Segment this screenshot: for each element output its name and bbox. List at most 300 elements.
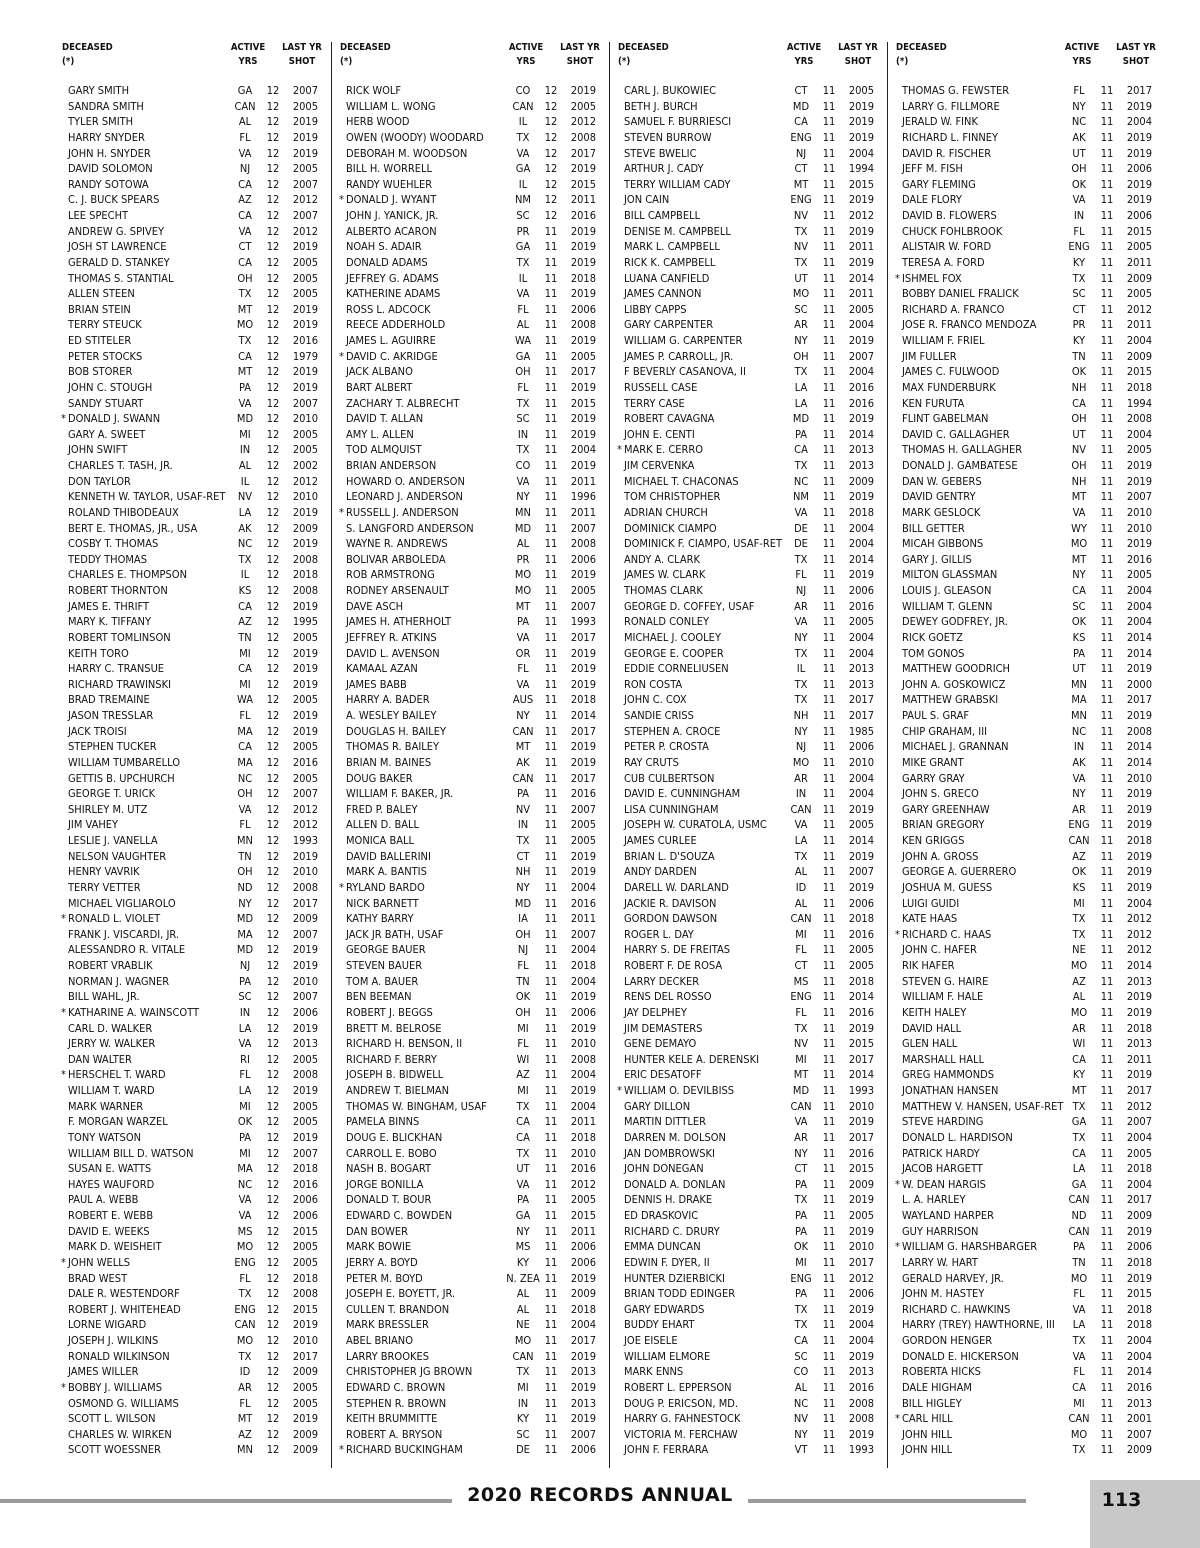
record-row — [895, 771, 1167, 787]
active-years: 11 — [1100, 1177, 1114, 1191]
last-year-shot: 2019 — [292, 943, 318, 957]
shooter-name: LOUIS J. GLEASON — [902, 584, 992, 597]
state: CAN — [790, 1099, 812, 1113]
last-year-shot: 2015 — [848, 177, 874, 191]
record-row — [339, 692, 611, 708]
record-row — [61, 380, 333, 396]
shooter-name: ERIC DESATOFF — [624, 1068, 702, 1082]
last-year-shot: 2007 — [848, 865, 874, 879]
state: NY — [516, 490, 530, 504]
record-row — [339, 974, 611, 990]
last-year-shot: 2014 — [570, 709, 596, 722]
state: MT — [793, 1068, 809, 1082]
shooter-name: BILL HIGLEY — [902, 1396, 962, 1410]
shooter-name: STEPHEN TUCKER — [68, 740, 157, 754]
record-row — [617, 864, 889, 880]
record-row — [617, 771, 889, 787]
state: NH — [1071, 474, 1087, 488]
record-row — [617, 692, 889, 708]
state: AL — [238, 115, 252, 129]
record-row — [617, 942, 889, 958]
state: TX — [1072, 1099, 1086, 1113]
state: VA — [794, 1115, 808, 1129]
record-row — [895, 1349, 1167, 1365]
record-row — [61, 317, 333, 333]
shooter-name: DAVID B. FLOWERS — [902, 209, 997, 222]
last-year-shot: 2019 — [292, 318, 318, 332]
record-row — [339, 739, 611, 755]
state: MA — [237, 724, 253, 738]
state: MS — [793, 974, 809, 988]
state: MT — [515, 740, 531, 754]
shooter-name: DARELL W. DARLAND — [624, 880, 729, 894]
active-years: 11 — [544, 1396, 558, 1410]
record-row — [61, 1099, 333, 1115]
record-row — [339, 286, 611, 302]
header-deceased: DECEASED (*) — [62, 42, 113, 67]
active-years: 11 — [544, 1021, 558, 1035]
state: MI — [239, 1099, 251, 1113]
state: TX — [794, 365, 808, 379]
shooter-name: W. DEAN HARGIS — [902, 1177, 986, 1191]
state: VA — [238, 1037, 252, 1051]
shooter-name: WILLIAM TUMBARELLO — [68, 755, 181, 769]
active-years: 11 — [822, 959, 836, 972]
record-row — [895, 1239, 1167, 1255]
record-row — [895, 1036, 1167, 1052]
record-row — [339, 1083, 611, 1099]
active-years: 12 — [266, 1068, 280, 1082]
active-years: 11 — [822, 615, 836, 629]
shooter-name: DALE R. WESTENDORF — [68, 1287, 180, 1301]
state: TN — [516, 974, 530, 988]
record-list — [895, 83, 1167, 1458]
shooter-name: JOHN S. GRECO — [902, 787, 979, 801]
state: TX — [1072, 1130, 1086, 1144]
active-years: 11 — [1100, 334, 1114, 347]
record-row — [339, 1161, 611, 1177]
last-year-shot: 1993 — [848, 1443, 874, 1457]
last-year-shot: 2014 — [848, 834, 874, 847]
active-years: 11 — [822, 1146, 836, 1160]
last-year-shot: 2006 — [1126, 1240, 1152, 1254]
state: NY — [794, 1427, 808, 1441]
active-years: 11 — [822, 1224, 836, 1238]
state: CA — [516, 1130, 530, 1144]
record-row — [339, 380, 611, 396]
state: MD — [236, 912, 254, 926]
shooter-name: DONALD T. BOUR — [346, 1193, 432, 1207]
shooter-name: MICAH GIBBONS — [902, 537, 984, 551]
shooter-name: BART ALBERT — [346, 380, 413, 394]
column-header — [339, 41, 611, 74]
shooter-name: DOUG E. BLICKHAN — [346, 1130, 443, 1144]
record-row — [339, 114, 611, 130]
shooter-name: GARY A. SWEET — [68, 427, 146, 441]
shooter-name: KEITH BRUMMITTE — [346, 1412, 438, 1426]
active-years: 12 — [266, 1255, 280, 1269]
last-year-shot: 2004 — [570, 880, 596, 894]
shooter-name: TERRY STEUCK — [68, 318, 142, 332]
last-year-shot: 2019 — [570, 755, 596, 769]
shooter-name: CARL J. BUKOWIEC — [624, 84, 716, 97]
shooter-name: DAVID C. AKRIDGE — [346, 349, 438, 363]
last-year-shot: 2006 — [570, 1240, 596, 1254]
record-row — [61, 396, 333, 412]
shooter-name: DAVID E. WEEKS — [68, 1224, 150, 1238]
state: SC — [1072, 287, 1086, 301]
last-year-shot: 2005 — [292, 427, 318, 441]
shooter-name: CARROLL E. BOBO — [346, 1146, 437, 1160]
shooter-name: EDDIE CORNELIUSEN — [624, 662, 729, 676]
active-years: 11 — [544, 505, 558, 519]
record-row — [61, 161, 333, 177]
active-years: 11 — [544, 896, 558, 910]
active-years: 11 — [822, 1318, 836, 1332]
active-years: 12 — [266, 115, 280, 129]
last-year-shot: 2016 — [1126, 1380, 1152, 1394]
active-years: 11 — [822, 162, 836, 176]
active-years: 11 — [822, 1130, 836, 1144]
record-row — [61, 1067, 333, 1083]
last-year-shot: 2017 — [570, 724, 596, 738]
shooter-name: CUB CULBERTSON — [624, 771, 715, 785]
record-row — [61, 1271, 333, 1287]
active-years: 11 — [544, 380, 558, 394]
shooter-name: CHRISTOPHER JG BROWN — [346, 1365, 473, 1379]
record-row — [339, 1099, 611, 1115]
state: CT — [238, 240, 252, 254]
active-years: 12 — [266, 209, 280, 222]
record-row — [617, 817, 889, 833]
record-row — [617, 880, 889, 896]
record-row — [895, 1271, 1167, 1287]
last-year-shot: 2019 — [1126, 880, 1152, 894]
active-years: 11 — [544, 1287, 558, 1301]
last-year-shot: 2008 — [292, 880, 318, 894]
state: MT — [237, 1412, 253, 1426]
state: MD — [236, 943, 254, 957]
last-year-shot: 2019 — [292, 1130, 318, 1144]
active-years: 11 — [1100, 1084, 1114, 1097]
state: IL — [240, 568, 250, 582]
state: N. ZEA — [506, 1271, 540, 1285]
state: NC — [793, 474, 809, 488]
shooter-name: DAVID BALLERINI — [346, 849, 431, 863]
record-row — [617, 833, 889, 849]
record-row — [61, 786, 333, 802]
record-row — [61, 302, 333, 318]
record-row — [61, 771, 333, 787]
last-year-shot: 2019 — [1126, 802, 1152, 816]
last-year-shot: 2010 — [292, 865, 318, 879]
last-year-shot: 2005 — [292, 1115, 318, 1129]
record-row — [61, 1317, 333, 1333]
last-year-shot: 2013 — [1126, 974, 1152, 988]
state: IN — [517, 427, 529, 441]
last-year-shot: 2006 — [570, 302, 596, 316]
record-row — [61, 1083, 333, 1099]
shooter-name: JONATHAN HANSEN — [902, 1084, 999, 1097]
state: VA — [238, 146, 252, 160]
active-years: 11 — [822, 1443, 836, 1457]
last-year-shot: 2019 — [570, 1271, 596, 1285]
record-row — [617, 114, 889, 130]
state: LA — [238, 505, 252, 519]
shooter-name: OWEN (WOODY) WOODARD — [346, 130, 484, 144]
last-year-shot: 2018 — [1126, 1255, 1152, 1269]
state: LA — [238, 1021, 252, 1035]
record-row — [61, 333, 333, 349]
state: MO — [236, 318, 254, 332]
shooter-name: JOSEPH B. BIDWELL — [346, 1068, 444, 1082]
active-years: 11 — [544, 662, 558, 676]
record-row — [617, 380, 889, 396]
last-year-shot: 2007 — [1126, 1115, 1152, 1129]
active-years: 11 — [822, 568, 836, 582]
record-row — [617, 755, 889, 771]
active-years: 11 — [822, 99, 836, 113]
last-year-shot: 2010 — [848, 1240, 874, 1254]
shooter-name: GARY GREENHAW — [902, 802, 990, 816]
active-years: 11 — [822, 787, 836, 801]
record-row — [895, 724, 1167, 740]
shooter-name: ED STITELER — [68, 334, 132, 347]
record-row — [339, 442, 611, 458]
record-row — [61, 849, 333, 865]
active-years: 11 — [822, 880, 836, 894]
record-row — [61, 442, 333, 458]
last-year-shot: 1994 — [1126, 396, 1152, 410]
state: VA — [1072, 505, 1086, 519]
active-years: 11 — [822, 740, 836, 754]
state: PR — [1072, 318, 1086, 332]
state: IN — [517, 818, 529, 832]
shooter-name: HUNTER DZIERBICKI — [624, 1271, 725, 1285]
state: LA — [794, 834, 808, 847]
shooter-name: BEN BEEMAN — [346, 990, 412, 1004]
record-row — [617, 1239, 889, 1255]
active-years: 12 — [266, 443, 280, 457]
shooter-name: JOHN WELLS — [68, 1255, 131, 1269]
shooter-name: RICHARD H. BENSON, II — [346, 1037, 463, 1051]
active-years: 11 — [1100, 693, 1114, 707]
last-year-shot: 2018 — [848, 505, 874, 519]
active-years: 11 — [822, 584, 836, 597]
active-years: 11 — [544, 615, 558, 629]
state: AK — [238, 521, 252, 535]
last-year-shot: 2019 — [848, 99, 874, 113]
state: MO — [514, 584, 532, 597]
shooter-name: NICK BARNETT — [346, 896, 419, 910]
shooter-name: DAVID T. ALLAN — [346, 412, 424, 426]
deceased-marker: * — [339, 349, 344, 363]
active-years: 12 — [266, 1130, 280, 1144]
last-year-shot: 2017 — [292, 1349, 318, 1363]
state: NJ — [517, 943, 529, 957]
state: NY — [1072, 787, 1086, 801]
record-row — [895, 427, 1167, 443]
record-row — [339, 849, 611, 865]
active-years: 11 — [822, 834, 836, 847]
active-years: 11 — [544, 1380, 558, 1394]
record-row — [617, 677, 889, 693]
active-years: 12 — [544, 146, 558, 160]
record-row — [339, 1224, 611, 1240]
last-year-shot: 2012 — [848, 1271, 874, 1285]
shooter-name: DAVID HALL — [902, 1021, 962, 1035]
last-year-shot: 2014 — [1126, 630, 1152, 644]
active-years: 11 — [544, 1146, 558, 1160]
shooter-name: THOMAS G. FEWSTER — [902, 84, 1010, 97]
state: OH — [515, 927, 531, 941]
active-years: 11 — [822, 1255, 836, 1269]
last-year-shot: 2007 — [570, 599, 596, 613]
shooter-name: LARRY BROOKES — [346, 1349, 430, 1363]
state: UT — [516, 1162, 530, 1176]
active-years: 11 — [822, 474, 836, 488]
last-year-shot: 2014 — [1126, 1365, 1152, 1379]
state: TX — [238, 1287, 252, 1301]
state: MA — [237, 755, 253, 769]
last-year-shot: 2019 — [1126, 1271, 1152, 1285]
state: TX — [238, 552, 252, 566]
last-year-shot: 2017 — [1126, 693, 1152, 707]
active-years: 11 — [544, 240, 558, 254]
shooter-name: PAUL S. GRAF — [902, 709, 970, 722]
active-years: 11 — [822, 302, 836, 316]
record-row — [339, 1302, 611, 1318]
state: LA — [238, 1084, 252, 1097]
last-year-shot: 2007 — [570, 802, 596, 816]
active-years: 11 — [1100, 959, 1114, 972]
last-year-shot: 2015 — [292, 1302, 318, 1316]
shooter-name: LARRY W. HART — [902, 1255, 978, 1269]
shooter-name: JOHN C. HAFER — [902, 943, 977, 957]
last-year-shot: 2015 — [1126, 365, 1152, 379]
last-year-shot: 2019 — [292, 146, 318, 160]
last-year-shot: 2019 — [292, 130, 318, 144]
record-row — [895, 271, 1167, 287]
state: DE — [516, 1443, 530, 1457]
header-deceased: DECEASED (*) — [618, 42, 669, 67]
shooter-name: JAMES CURLEE — [624, 834, 697, 847]
last-year-shot: 2016 — [848, 599, 874, 613]
state: MS — [515, 1240, 531, 1254]
shooter-name: FRED P. BALEY — [346, 802, 418, 816]
active-years: 12 — [266, 896, 280, 910]
record-row — [617, 630, 889, 646]
last-year-shot: 2019 — [1126, 459, 1152, 472]
state: CA — [794, 115, 808, 129]
active-years: 11 — [822, 1349, 836, 1363]
record-row — [61, 114, 333, 130]
last-year-shot: 2009 — [848, 474, 874, 488]
active-years: 11 — [544, 1349, 558, 1363]
state: KS — [1072, 880, 1086, 894]
active-years: 11 — [1100, 1365, 1114, 1379]
shooter-name: JOHN M. HASTEY — [902, 1287, 985, 1301]
state: ENG — [790, 130, 812, 144]
last-year-shot: 2016 — [570, 787, 596, 801]
shooter-name: JIM CERVENKA — [624, 459, 695, 472]
shooter-name: CHARLES W. WIRKEN — [68, 1427, 172, 1441]
active-years: 12 — [544, 84, 558, 97]
shooter-name: JACK TROISI — [68, 724, 127, 738]
last-year-shot: 2005 — [570, 584, 596, 597]
last-year-shot: 2005 — [570, 349, 596, 363]
state: CAN — [790, 912, 812, 926]
record-row — [895, 333, 1167, 349]
active-years: 11 — [544, 1209, 558, 1222]
active-years: 11 — [822, 1021, 836, 1035]
deceased-marker: * — [339, 880, 344, 894]
active-years: 11 — [1100, 1193, 1114, 1207]
shooter-name: HOWARD O. ANDERSON — [346, 474, 465, 488]
active-years: 11 — [1100, 880, 1114, 894]
deceased-marker: * — [61, 1380, 66, 1394]
last-year-shot: 2014 — [848, 990, 874, 1004]
record-row — [61, 411, 333, 427]
active-years: 12 — [266, 740, 280, 754]
last-year-shot: 2012 — [292, 474, 318, 488]
shooter-name: TEDDY THOMAS — [68, 552, 147, 566]
last-year-shot: 2006 — [292, 1209, 318, 1222]
active-years: 11 — [822, 443, 836, 457]
state: NM — [515, 193, 531, 207]
shooter-name: SHIRLEY M. UTZ — [68, 802, 148, 816]
active-years: 11 — [822, 1115, 836, 1129]
active-years: 11 — [1100, 709, 1114, 722]
last-year-shot: 2018 — [1126, 834, 1152, 847]
active-years: 11 — [544, 1068, 558, 1082]
last-year-shot: 2019 — [1126, 709, 1152, 722]
active-years: 11 — [822, 896, 836, 910]
shooter-name: BRETT M. BELROSE — [346, 1021, 442, 1035]
state: MA — [1071, 693, 1087, 707]
state: SC — [794, 1349, 808, 1363]
last-year-shot: 2006 — [848, 740, 874, 754]
last-year-shot: 2005 — [848, 84, 874, 97]
state: AZ — [238, 193, 252, 207]
record-row — [61, 99, 333, 115]
record-row — [339, 771, 611, 787]
last-year-shot: 2019 — [848, 224, 874, 238]
shooter-name: RICHARD TRAWINSKI — [68, 677, 171, 691]
last-year-shot: 2006 — [848, 1287, 874, 1301]
last-year-shot: 2019 — [570, 1380, 596, 1394]
last-year-shot: 2004 — [1126, 1177, 1152, 1191]
last-year-shot: 2007 — [570, 927, 596, 941]
shooter-name: JAMES BABB — [346, 677, 407, 691]
shooter-name: KEN FURUTA — [902, 396, 965, 410]
state: VA — [794, 818, 808, 832]
last-year-shot: 2006 — [1126, 162, 1152, 176]
last-year-shot: 2019 — [292, 709, 318, 722]
record-row — [617, 442, 889, 458]
state: ID — [795, 880, 807, 894]
state: IN — [239, 443, 251, 457]
active-years: 11 — [822, 1193, 836, 1207]
shooter-name: DONALD E. HICKERSON — [902, 1349, 1019, 1363]
last-year-shot: 2009 — [292, 1443, 318, 1457]
last-year-shot: 2019 — [570, 849, 596, 863]
record-column-2 — [339, 41, 611, 1458]
state: CO — [515, 84, 531, 97]
record-row — [895, 411, 1167, 427]
active-years: 11 — [544, 630, 558, 644]
active-years: 11 — [822, 1380, 836, 1394]
